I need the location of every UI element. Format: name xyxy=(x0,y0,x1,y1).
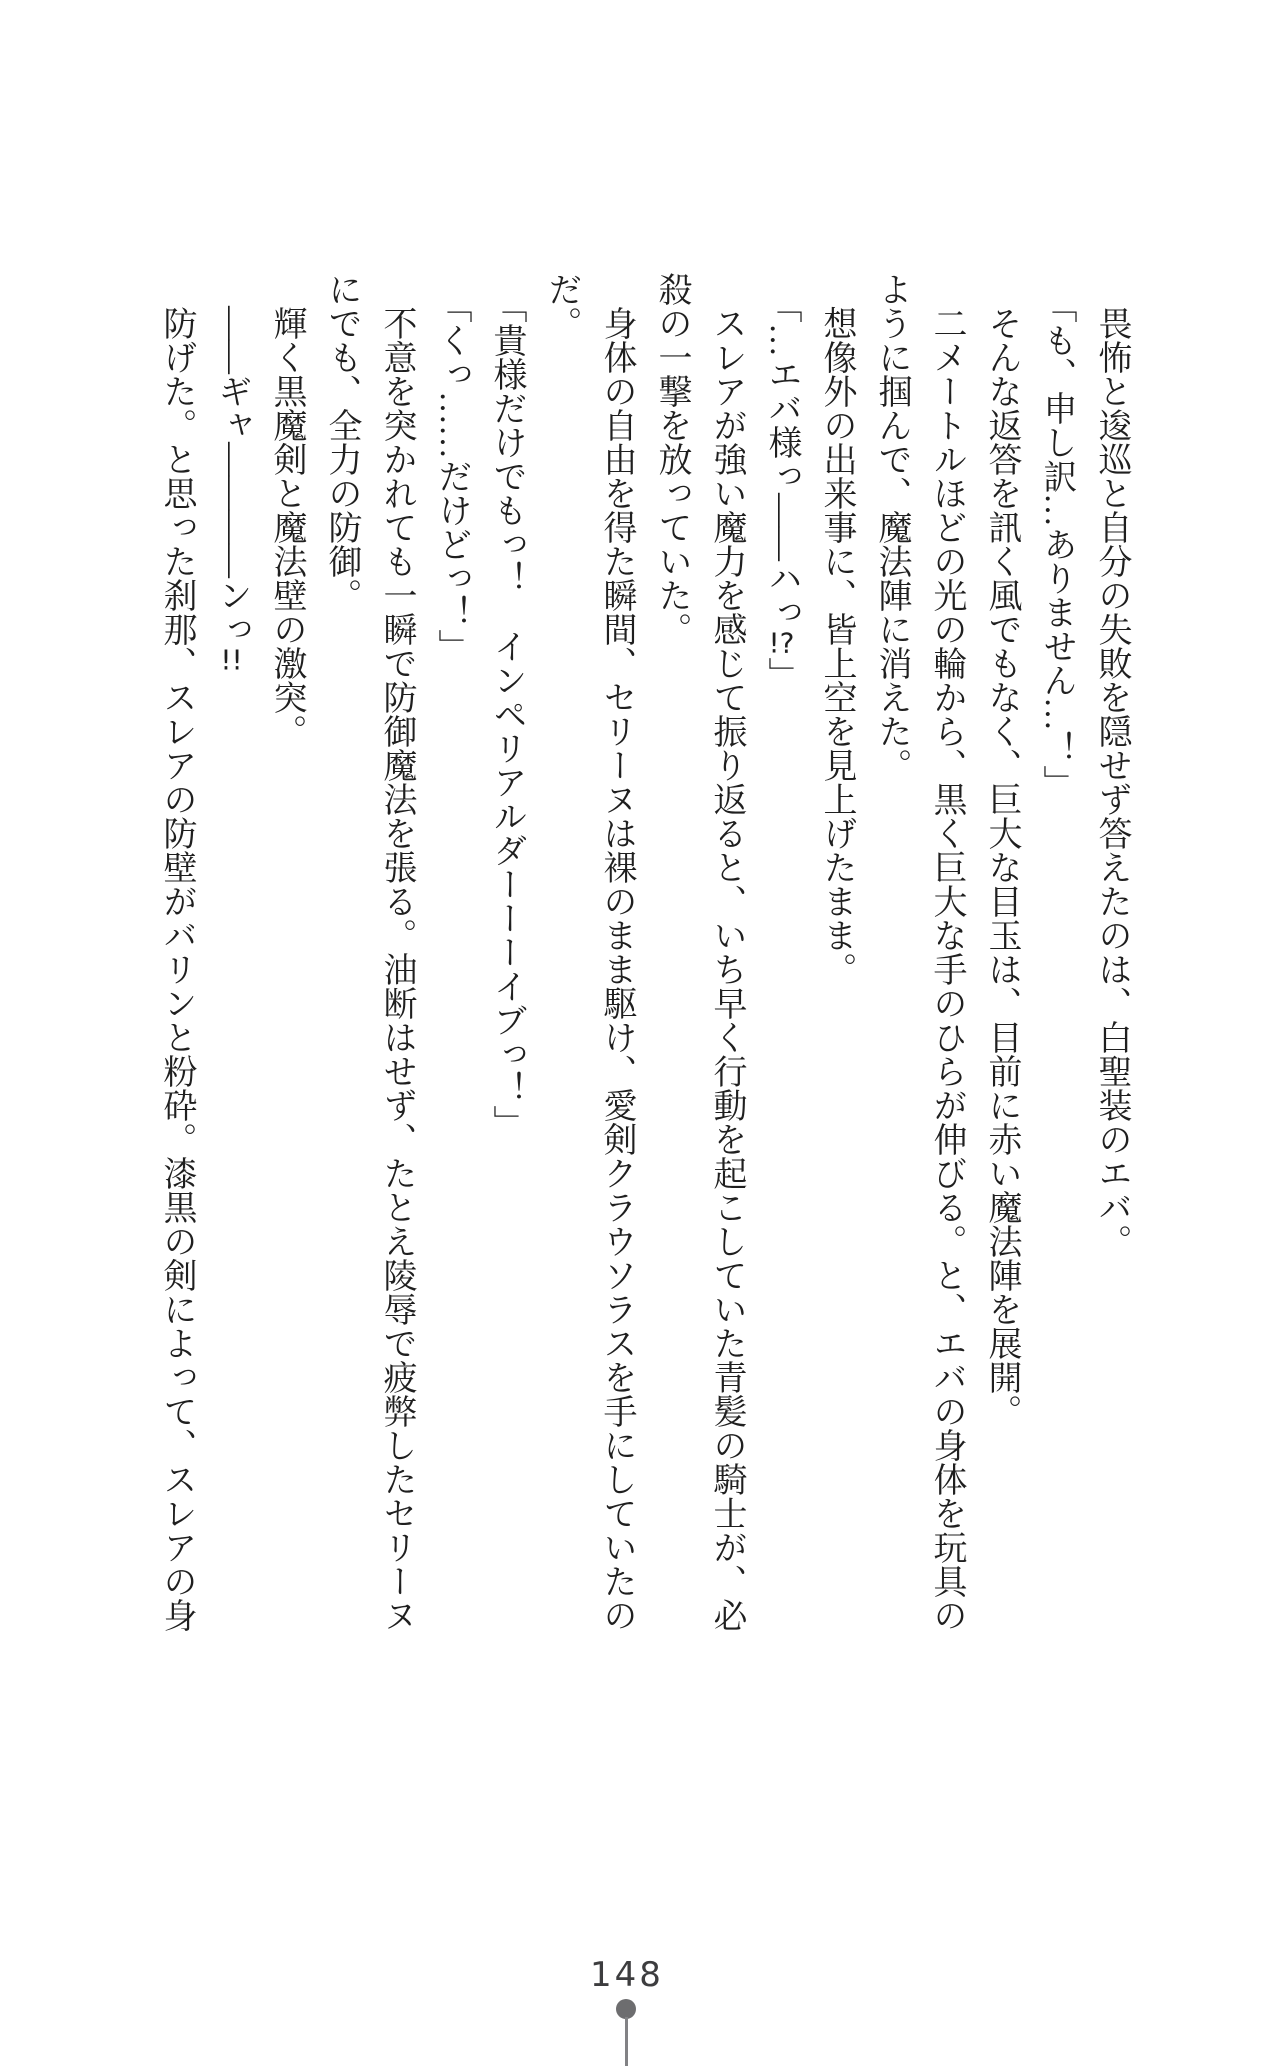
text-column: 身体の自由を得た瞬間、セリーヌは裸のまま駆け、愛剣クラウソラスを手にしていたの xyxy=(598,306,635,1632)
text-column: ように掴んで、魔法陣に消えた。 xyxy=(873,272,910,782)
vertical-text-block xyxy=(149,272,1139,1652)
text-column: 「も、申し訳…ありません…！」 xyxy=(1038,289,1075,799)
text-column: 「くっ……だけどっ！」 xyxy=(433,289,470,663)
text-column: 畏怖と逡巡と自分の失敗を隠せず答えたのは、白聖装のエバ。 xyxy=(1093,306,1130,1258)
exclamation-question-tatechuyoko: !? xyxy=(768,629,795,657)
text-column: 殺の一撃を放っていた。 xyxy=(653,272,690,646)
text-column: 「…エバ様っ――ハっ!?」 xyxy=(763,289,800,691)
text-column: 二メートルほどの光の輪から、黒く巨大な手のひらが伸びる。と、エバの身体を玩具の xyxy=(928,306,965,1632)
double-exclamation-tatechuyoko: !! xyxy=(220,646,243,674)
text-column: スレアが強い魔力を感じて振り返ると、いち早く行動を起こしていた青髪の騎士が、必 xyxy=(708,306,745,1632)
text-column: 防げた。と思った刹那、スレアの防壁がバリンと粉砕。漆黒の剣によって、スレアの身 xyxy=(158,306,195,1632)
text-column: そんな返答を訊く風でもなく、巨大な目玉は、目前に赤い魔法陣を展開。 xyxy=(983,306,1020,1428)
footer-stem-ornament xyxy=(625,2017,628,2066)
footer-dot-ornament xyxy=(616,1999,636,2019)
text-column: 想像外の出来事に、皆上空を見上げたまま。 xyxy=(818,306,855,986)
text-column: ――ギャ――――ンっ!! xyxy=(213,306,250,674)
text-column: にでも、全力の防御。 xyxy=(323,272,360,612)
page-number: 148 xyxy=(590,1955,664,1995)
text-column: 不意を突かれても一瞬で防御魔法を張る。油断はせず、たとえ陵辱で疲弊したセリーヌ xyxy=(378,306,415,1632)
text-column: 輝く黒魔剣と魔法壁の激突。 xyxy=(268,306,305,748)
text-column: 「貴様だけでもっ！ インペリアルダーーーイブっ！」 xyxy=(488,289,525,1139)
text-column: だ。 xyxy=(543,272,580,340)
